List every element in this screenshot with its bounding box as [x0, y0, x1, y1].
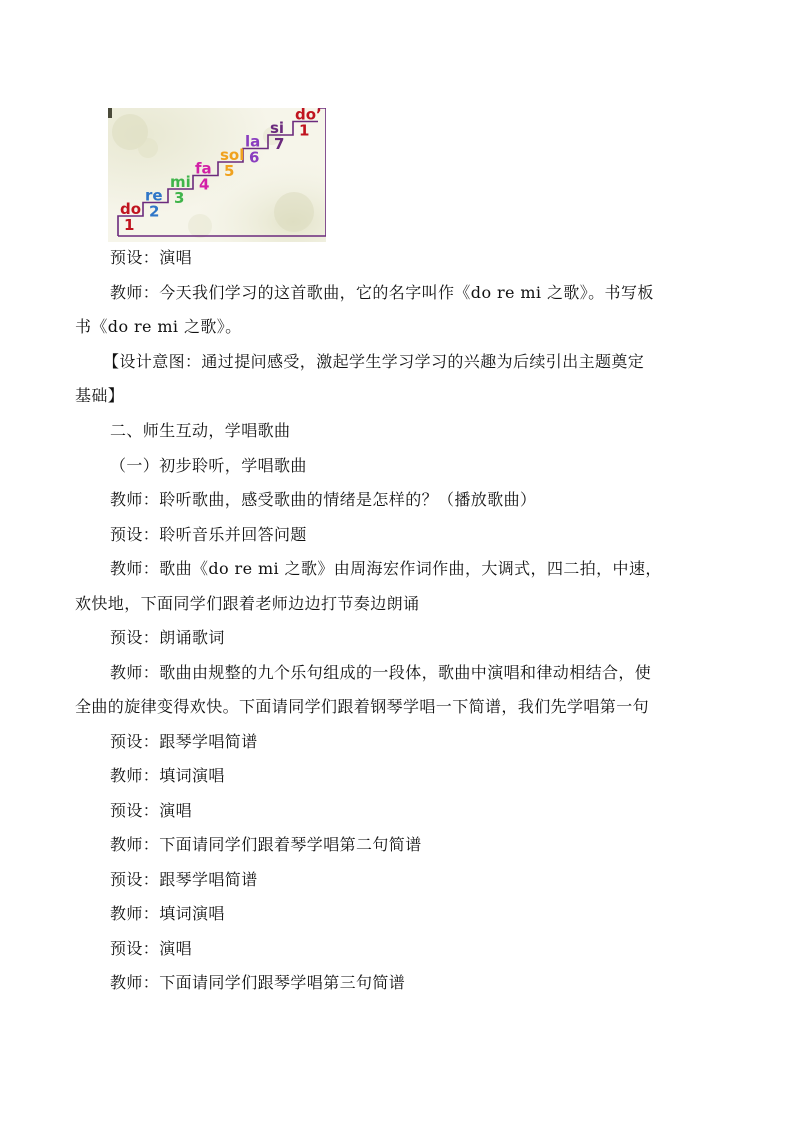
solfege-syllable: si — [270, 119, 285, 137]
solfege-syllable: do — [120, 200, 142, 218]
line-preset-piano-1: 预设：跟琴学唱简谱 — [110, 732, 258, 751]
solfege-syllable: re — [145, 186, 163, 205]
solfege-syllable: mi — [170, 173, 191, 191]
solfege-number: 1 — [299, 121, 310, 140]
section-heading-interaction: 二、师生互动，学唱歌曲 — [110, 421, 291, 440]
line-preset-piano-2: 预设：跟琴学唱简谱 — [110, 870, 258, 889]
solfege-number: 5 — [224, 162, 235, 180]
line-teacher-listen: 教师：聆听歌曲，感受歌曲的情绪是怎样的？（播放歌曲） — [110, 490, 537, 509]
line-preset-sing: 预设：演唱 — [110, 248, 193, 267]
line-preset-recite: 预设：朗诵歌词 — [110, 628, 225, 647]
solfege-number: 7 — [274, 135, 285, 153]
solfege-number: 2 — [149, 202, 160, 221]
solfege-number: 1 — [124, 216, 135, 234]
subsection-heading-listen: （一）初步聆听，学唱歌曲 — [110, 456, 307, 475]
solfege-syllable: fa — [195, 159, 212, 178]
line-preset-sing-1: 预设：演唱 — [110, 801, 193, 820]
line-teacher-phrase-2: 教师：下面请同学们跟着琴学唱第二句简谱 — [110, 835, 422, 854]
line-teacher-structure-cont: 全曲的旋律变得欢快。下面请同学们跟着钢琴学唱一下简谱，我们先学唱第一句 — [75, 697, 650, 716]
line-teacher-lyrics-1: 教师：填词演唱 — [110, 766, 225, 785]
solfege-syllable: sol — [220, 146, 245, 164]
solfege-number: 4 — [199, 175, 210, 194]
solfege-number: 3 — [174, 189, 185, 207]
line-teacher-lyrics-2: 教师：填词演唱 — [110, 904, 225, 923]
staircase-illustration — [108, 108, 326, 242]
line-teacher-song-name: 教师：今天我们学习的这首歌曲，它的名字叫作《do re mi 之歌》。书写板 — [110, 283, 654, 302]
line-preset-sing-2: 预设：演唱 — [110, 939, 193, 958]
line-teacher-song-intro-cont: 欢快地，下面同学们跟着老师边边打节奏边朗诵 — [75, 594, 420, 613]
solfege-number: 6 — [249, 148, 260, 167]
solfege-syllable: la — [245, 132, 261, 151]
solfege-staircase-figure — [108, 108, 326, 242]
line-design-intent-cont: 基础】 — [75, 386, 125, 405]
line-teacher-song-intro: 教师：歌曲《do re mi 之歌》由周海宏作词作曲，大调式，四二拍，中速， — [110, 559, 662, 578]
line-teacher-structure: 教师：歌曲由规整的九个乐句组成的一段体，歌曲中演唱和律动相结合，使 — [110, 663, 652, 682]
line-teacher-phrase-3: 教师：下面请同学们跟琴学唱第三句简谱 — [110, 973, 406, 992]
line-board-writing: 书《do re mi 之歌》。 — [75, 317, 242, 336]
line-design-intent: 【设计意图：通过提问感受，激起学生学习学习的兴趣为后续引出主题奠定 — [103, 352, 645, 371]
line-preset-listen: 预设：聆听音乐并回答问题 — [110, 525, 307, 544]
solfege-syllable: do’ — [295, 108, 322, 124]
